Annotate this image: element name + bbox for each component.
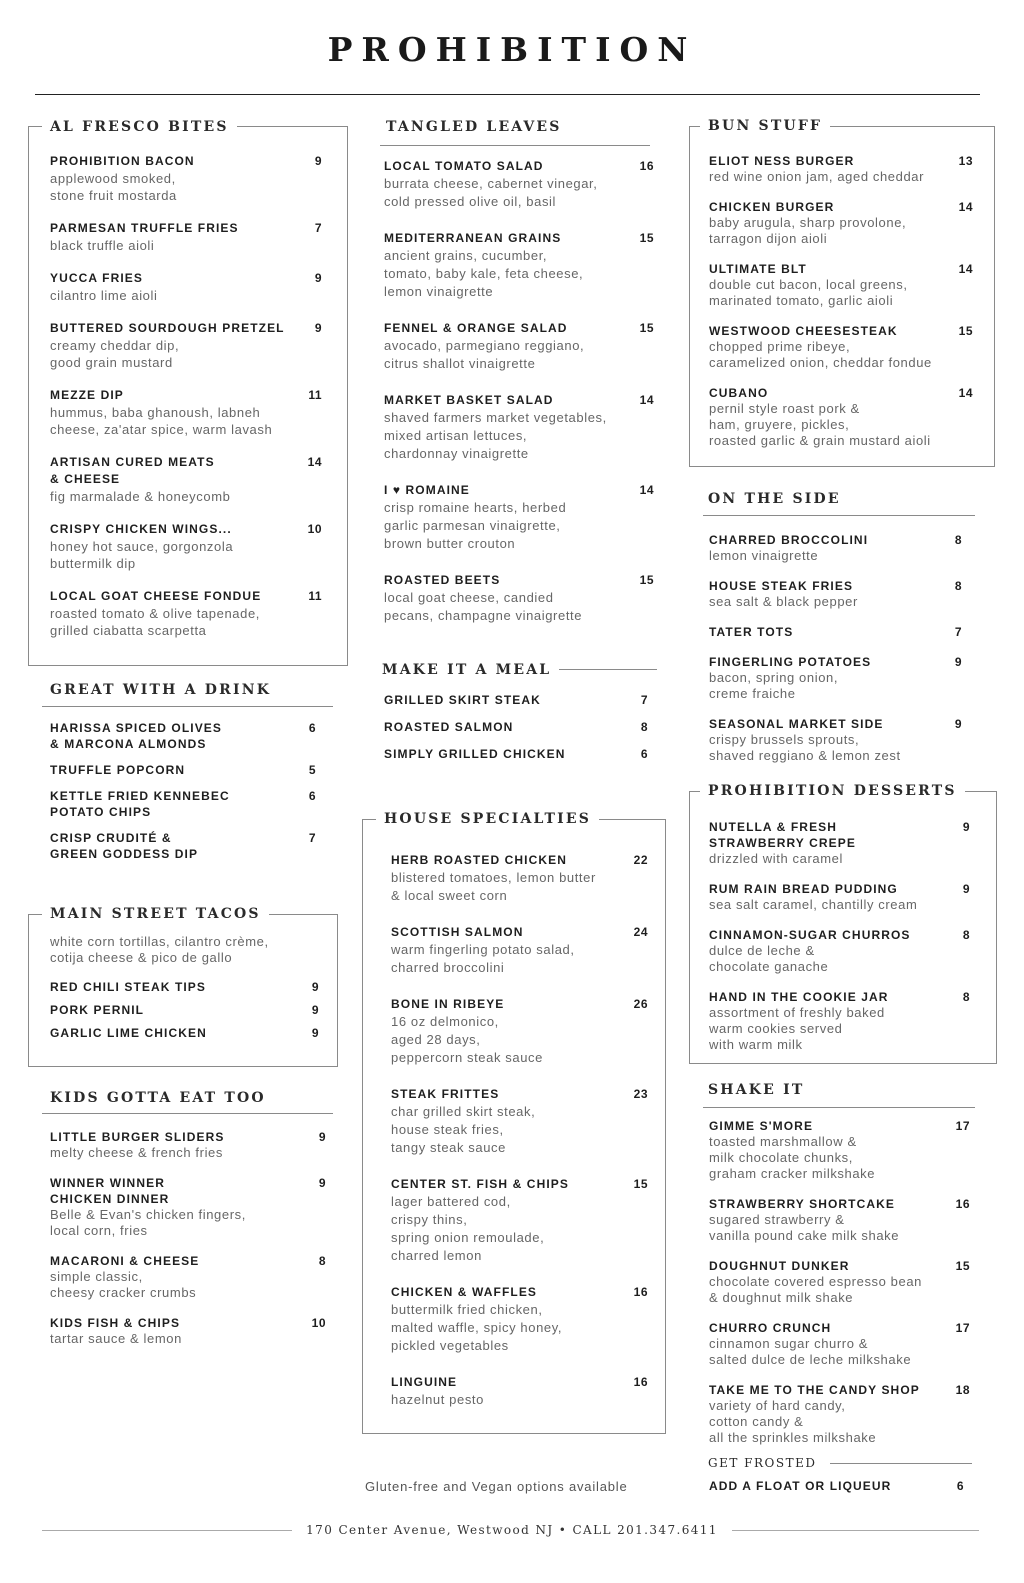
item-name: RED CHILI STEAK TIPS (50, 980, 207, 994)
item-price: 15 (639, 231, 654, 245)
menu-item (709, 199, 973, 247)
menu-item (709, 323, 973, 371)
menu-item (50, 830, 316, 862)
item-price: 9 (954, 717, 962, 731)
shake-heading: SHAKE IT (700, 1081, 812, 1099)
item-name: LOCAL TOMATO SALAD (384, 159, 544, 173)
item-name: ROASTED SALMON (384, 720, 514, 734)
item-price: 13 (958, 154, 973, 168)
menu-item (50, 788, 316, 820)
item-description: hazelnut pesto (391, 1392, 484, 1407)
bun-heading: BUN STUFF (700, 117, 830, 135)
item-price: 9 (311, 1026, 319, 1040)
item-price: 8 (954, 533, 962, 547)
leaves-rule (380, 145, 650, 146)
menu-item (709, 578, 962, 610)
menu-item (50, 979, 319, 995)
item-name: MEZZE DIP (50, 388, 124, 402)
menu-item (50, 1129, 326, 1161)
item-description: sugared strawberry & vanilla pound cake milk shake (709, 1212, 900, 1243)
meal-heading: MAKE IT A MEAL (374, 661, 559, 679)
item-price: 10 (311, 1316, 326, 1330)
menu-item (384, 692, 648, 708)
frosted-heading: GET FROSTED (700, 1454, 824, 1472)
menu-item (391, 1085, 648, 1157)
desserts-list (709, 819, 970, 1067)
item-price: 14 (958, 386, 973, 400)
item-price: 16 (633, 1375, 648, 1389)
item-price: 7 (314, 221, 322, 235)
item-name: BONE IN RIBEYE (391, 997, 505, 1011)
item-description: dulce de leche & chocolate ganache (709, 943, 829, 974)
item-name: GARLIC LIME CHICKEN (50, 1026, 207, 1040)
item-price: 9 (318, 1176, 326, 1190)
item-name: HARISSA SPICED OLIVES & MARCONA ALMONDS (50, 721, 223, 751)
menu-item (384, 157, 654, 211)
shake-list (709, 1118, 970, 1460)
item-name: HERB ROASTED CHICKEN (391, 853, 568, 867)
item-price: 15 (639, 321, 654, 335)
item-name: KIDS FISH & CHIPS (50, 1316, 181, 1330)
item-name: MARKET BASKET SALAD (384, 393, 554, 407)
menu-item (384, 719, 648, 735)
item-description: black truffle aioli (50, 238, 155, 253)
item-description: chopped prime ribeye, caramelized onion, cheddar fondue (709, 339, 932, 370)
menu-item (384, 571, 654, 625)
item-description: creamy cheddar dip, good grain mustard (50, 338, 180, 370)
item-price: 9 (311, 1003, 319, 1017)
item-price: 9 (318, 1130, 326, 1144)
item-name: FINGERLING POTATOES (709, 655, 872, 669)
item-description: shaved farmers market vegetables, mixed artisan lettuces, chardonnay vinaigrette (384, 410, 607, 461)
item-description: double cut bacon, local greens, marinated tomato, garlic aioli (709, 277, 908, 308)
menu-item (50, 270, 322, 304)
item-price: 16 (639, 159, 654, 173)
footer (0, 1521, 1024, 1539)
menu-item (709, 1478, 964, 1494)
item-description: red wine onion jam, aged cheddar (709, 169, 925, 184)
item-description: cilantro lime aioli (50, 288, 158, 303)
menu-item (50, 320, 322, 371)
item-price: 16 (955, 1197, 970, 1211)
menu-item (709, 1320, 970, 1368)
menu-item (50, 1315, 326, 1347)
tacos-intro: white corn tortillas, cilantro crème, cotija cheese & pico de gallo (50, 934, 269, 965)
item-description: avocado, parmegiano reggiano, citrus shallot vinaigrette (384, 338, 585, 371)
tacos-list (50, 979, 319, 1048)
item-price: 22 (633, 853, 648, 867)
item-description: toasted marshmallow & milk chocolate chunks, graham cracker milkshake (709, 1134, 876, 1181)
menu-item (50, 521, 322, 572)
item-name: HOUSE STEAK FRIES (709, 579, 854, 593)
item-description: warm fingerling potato salad, charred broccolini (391, 942, 575, 975)
item-price: 9 (311, 980, 319, 994)
item-price: 10 (307, 522, 322, 536)
menu-item (384, 481, 654, 553)
bun-list (709, 153, 973, 463)
menu-item (709, 153, 973, 185)
item-description: sea salt caramel, chantilly cream (709, 897, 918, 912)
menu-item (50, 1175, 326, 1239)
item-description: crisp romaine hearts, herbed garlic parmesan vinaigrette, brown butter crouton (384, 500, 567, 551)
item-description: melty cheese & french fries (50, 1145, 223, 1160)
item-price: 8 (640, 720, 648, 734)
item-name: SEASONAL MARKET SIDE (709, 717, 884, 731)
item-name: NUTELLA & FRESH STRAWBERRY CREPE (709, 820, 856, 850)
menu-item (709, 819, 970, 867)
item-description: fig marmalade & honeycomb (50, 489, 231, 504)
menu-item (709, 261, 973, 309)
item-name: PORK PERNIL (50, 1003, 145, 1017)
menu-item (50, 153, 322, 204)
kids-heading: KIDS GOTTA EAT TOO (42, 1089, 274, 1107)
item-name: STEAK FRITTES (391, 1087, 500, 1101)
menu-item (50, 220, 322, 254)
item-price: 23 (633, 1087, 648, 1101)
item-price: 9 (314, 321, 322, 335)
menu-item (50, 1025, 319, 1041)
item-description: pernil style roast pork & ham, gruyere, pickles, roasted garlic & grain mustard aioli (709, 401, 931, 448)
drink-rule (42, 706, 333, 707)
item-description: blistered tomatoes, lemon butter & local sweet corn (391, 870, 596, 903)
menu-item (384, 229, 654, 301)
item-price: 11 (308, 388, 322, 402)
item-description: simple classic, cheesy cracker crumbs (50, 1269, 197, 1300)
item-price: 14 (958, 200, 973, 214)
house-list (391, 851, 648, 1427)
item-name: TATER TOTS (709, 625, 794, 639)
item-price: 11 (308, 589, 322, 603)
item-price: 9 (962, 820, 970, 834)
item-name: DOUGHNUT DUNKER (709, 1259, 850, 1273)
item-name: HAND IN THE COOKIE JAR (709, 990, 889, 1004)
item-name: CUBANO (709, 386, 769, 400)
kids-rule (42, 1113, 333, 1114)
menu-item (391, 851, 648, 905)
menu-item (50, 454, 322, 505)
item-description: char grilled skirt steak, house steak fries, tangy steak sauce (391, 1104, 536, 1155)
item-price: 15 (958, 324, 973, 338)
menu-item (391, 1373, 648, 1409)
item-price: 14 (307, 455, 322, 469)
menu-item (50, 588, 322, 639)
menu-item (391, 1175, 648, 1265)
item-price: 8 (962, 990, 970, 1004)
item-name: BUTTERED SOURDOUGH PRETZEL (50, 321, 285, 335)
item-price: 16 (633, 1285, 648, 1299)
item-price: 7 (308, 831, 316, 845)
menu-item (709, 927, 970, 975)
item-name: CENTER ST. FISH & CHIPS (391, 1177, 569, 1191)
item-name: FENNEL & ORANGE SALAD (384, 321, 568, 335)
item-price: 7 (954, 625, 962, 639)
item-price: 5 (308, 763, 316, 777)
menu-item (50, 387, 322, 438)
item-name: KETTLE FRIED KENNEBEC POTATO CHIPS (50, 789, 230, 819)
kids-list (50, 1129, 326, 1361)
item-name: YUCCA FRIES (50, 271, 143, 285)
item-price: 15 (639, 573, 654, 587)
footer-address: 170 Center Avenue, Westwood NJ • CALL 201.347.6411 (292, 1523, 732, 1537)
drink-list (50, 720, 316, 872)
item-price: 14 (639, 393, 654, 407)
item-name: LINGUINE (391, 1375, 458, 1389)
item-name: CHICKEN & WAFFLES (391, 1285, 538, 1299)
item-name: LOCAL GOAT CHEESE FONDUE (50, 589, 262, 603)
item-name: SIMPLY GRILLED CHICKEN (384, 747, 566, 761)
item-price: 18 (955, 1383, 970, 1397)
meal-list (384, 692, 648, 773)
item-name: TAKE ME TO THE CANDY SHOP (709, 1383, 920, 1397)
item-price: 8 (954, 579, 962, 593)
al-fresco-heading: AL FRESCO BITES (42, 118, 237, 136)
item-name: TRUFFLE POPCORN (50, 763, 186, 777)
item-name: STRAWBERRY SHORTCAKE (709, 1197, 896, 1211)
item-price: 6 (308, 789, 316, 803)
title-divider (35, 94, 980, 95)
al-fresco-list (50, 153, 322, 655)
item-price: 6 (956, 1479, 964, 1493)
item-name: WESTWOOD CHEESESTEAK (709, 324, 898, 338)
frosted-list (709, 1478, 964, 1505)
restaurant-title: PROHIBITION (327, 30, 697, 69)
item-price: 14 (958, 262, 973, 276)
item-name: MEDITERRANEAN GRAINS (384, 231, 562, 245)
menu-item (709, 654, 962, 702)
menu-item (709, 624, 962, 640)
item-name: ADD A FLOAT OR LIQUEUR (709, 1479, 892, 1493)
item-price: 9 (314, 154, 322, 168)
menu-item (384, 391, 654, 463)
item-name: PROHIBITION BACON (50, 154, 195, 168)
item-description: Belle & Evan's chicken fingers, local corn, fries (50, 1207, 246, 1238)
item-description: burrata cheese, cabernet vinegar, cold pressed olive oil, basil (384, 176, 598, 209)
drink-heading: GREAT WITH A DRINK (42, 681, 279, 699)
item-description: ancient grains, cucumber, tomato, baby kale, feta cheese, lemon vinaigrette (384, 248, 584, 299)
item-description: drizzled with caramel (709, 851, 843, 866)
item-price: 24 (633, 925, 648, 939)
menu-item (709, 881, 970, 913)
item-price: 7 (640, 693, 648, 707)
item-name: GIMME S'MORE (709, 1119, 814, 1133)
item-name: CHARRED BROCCOLINI (709, 533, 869, 547)
item-name: CHURRO CRUNCH (709, 1321, 832, 1335)
item-description: sea salt & black pepper (709, 594, 858, 609)
item-name: CRISP CRUDITÉ & GREEN GODDESS DIP (50, 831, 199, 861)
item-name: I ♥ ROMAINE (384, 483, 470, 497)
frosted-rule (830, 1463, 972, 1464)
item-description: assortment of freshly baked warm cookies served with warm milk (709, 1005, 885, 1052)
item-name: CHICKEN BURGER (709, 200, 835, 214)
menu-item (391, 1283, 648, 1355)
item-description: bacon, spring onion, creme fraiche (709, 670, 839, 701)
menu-item (50, 1253, 326, 1301)
item-name: ELIOT NESS BURGER (709, 154, 855, 168)
dietary-note: Gluten-free and Vegan options available (365, 1479, 628, 1494)
item-description: honey hot sauce, gorgonzola buttermilk dip (50, 539, 234, 571)
item-name: ULTIMATE BLT (709, 262, 807, 276)
item-name: PARMESAN TRUFFLE FRIES (50, 221, 239, 235)
item-price: 8 (962, 928, 970, 942)
item-description: lager battered cod, crispy thins, spring onion remoulade, charred lemon (391, 1194, 545, 1263)
shake-rule (703, 1107, 975, 1108)
item-description: local goat cheese, candied pecans, champagne vinaigrette (384, 590, 583, 623)
item-price: 15 (955, 1259, 970, 1273)
item-price: 26 (633, 997, 648, 1011)
desserts-heading: PROHIBITION DESSERTS (700, 782, 965, 800)
item-price: 17 (955, 1321, 970, 1335)
item-price: 15 (633, 1177, 648, 1191)
item-name: CRISPY CHICKEN WINGS... (50, 522, 232, 536)
menu-item (709, 385, 973, 449)
menu-item (709, 1258, 970, 1306)
item-price: 6 (640, 747, 648, 761)
menu-item (709, 1196, 970, 1244)
item-price: 17 (955, 1119, 970, 1133)
item-description: baby arugula, sharp provolone, tarragon dijon aioli (709, 215, 907, 246)
tacos-heading: MAIN STREET TACOS (42, 905, 269, 923)
item-price: 9 (954, 655, 962, 669)
menu-item (50, 762, 316, 778)
item-name: WINNER WINNER CHICKEN DINNER (50, 1176, 170, 1206)
item-price: 9 (314, 271, 322, 285)
item-name: ROASTED BEETS (384, 573, 501, 587)
menu-item (391, 923, 648, 977)
leaves-list (384, 157, 654, 643)
item-description: buttermilk fried chicken, malted waffle, spicy honey, pickled vegetables (391, 1302, 563, 1353)
item-price: 14 (639, 483, 654, 497)
item-description: roasted tomato & olive tapenade, grilled ciabatta scarpetta (50, 606, 260, 638)
item-name: CINNAMON-SUGAR CHURROS (709, 928, 911, 942)
item-description: hummus, baba ghanoush, labneh cheese, za'atar spice, warm lavash (50, 405, 273, 437)
item-description: 16 oz delmonico, aged 28 days, peppercorn steak sauce (391, 1014, 543, 1065)
leaves-heading: TANGLED LEAVES (378, 118, 570, 136)
item-name: ARTISAN CURED MEATS & CHEESE (50, 455, 215, 486)
menu-item (50, 1002, 319, 1018)
item-price: 6 (308, 721, 316, 735)
menu-item (709, 532, 962, 564)
house-heading: HOUSE SPECIALTIES (376, 810, 599, 828)
menu-item (709, 989, 970, 1053)
item-price: 9 (962, 882, 970, 896)
menu-item (384, 746, 648, 762)
item-description: crispy brussels sprouts, shaved reggiano & lemon zest (709, 732, 901, 763)
item-description: chocolate covered espresso bean & doughnut milk shake (709, 1274, 923, 1305)
side-list (709, 532, 962, 778)
item-description: lemon vinaigrette (709, 548, 819, 563)
item-name: MACARONI & CHEESE (50, 1254, 200, 1268)
menu-item (384, 319, 654, 373)
item-description: cinnamon sugar churro & salted dulce de leche milkshake (709, 1336, 912, 1367)
side-rule (703, 515, 975, 516)
menu-item (391, 995, 648, 1067)
menu-item (709, 1382, 970, 1446)
item-description: applewood smoked, stone fruit mostarda (50, 171, 177, 203)
item-description: variety of hard candy, cotton candy & all the sprinkles milkshake (709, 1398, 877, 1445)
item-name: GRILLED SKIRT STEAK (384, 693, 541, 707)
menu-item (709, 1118, 970, 1182)
item-name: LITTLE BURGER SLIDERS (50, 1130, 225, 1144)
menu-item (709, 716, 962, 764)
item-name: RUM RAIN BREAD PUDDING (709, 882, 898, 896)
menu-item (50, 720, 316, 752)
item-description: tartar sauce & lemon (50, 1331, 182, 1346)
side-heading: ON THE SIDE (700, 490, 849, 508)
item-name: SCOTTISH SALMON (391, 925, 524, 939)
item-price: 8 (318, 1254, 326, 1268)
